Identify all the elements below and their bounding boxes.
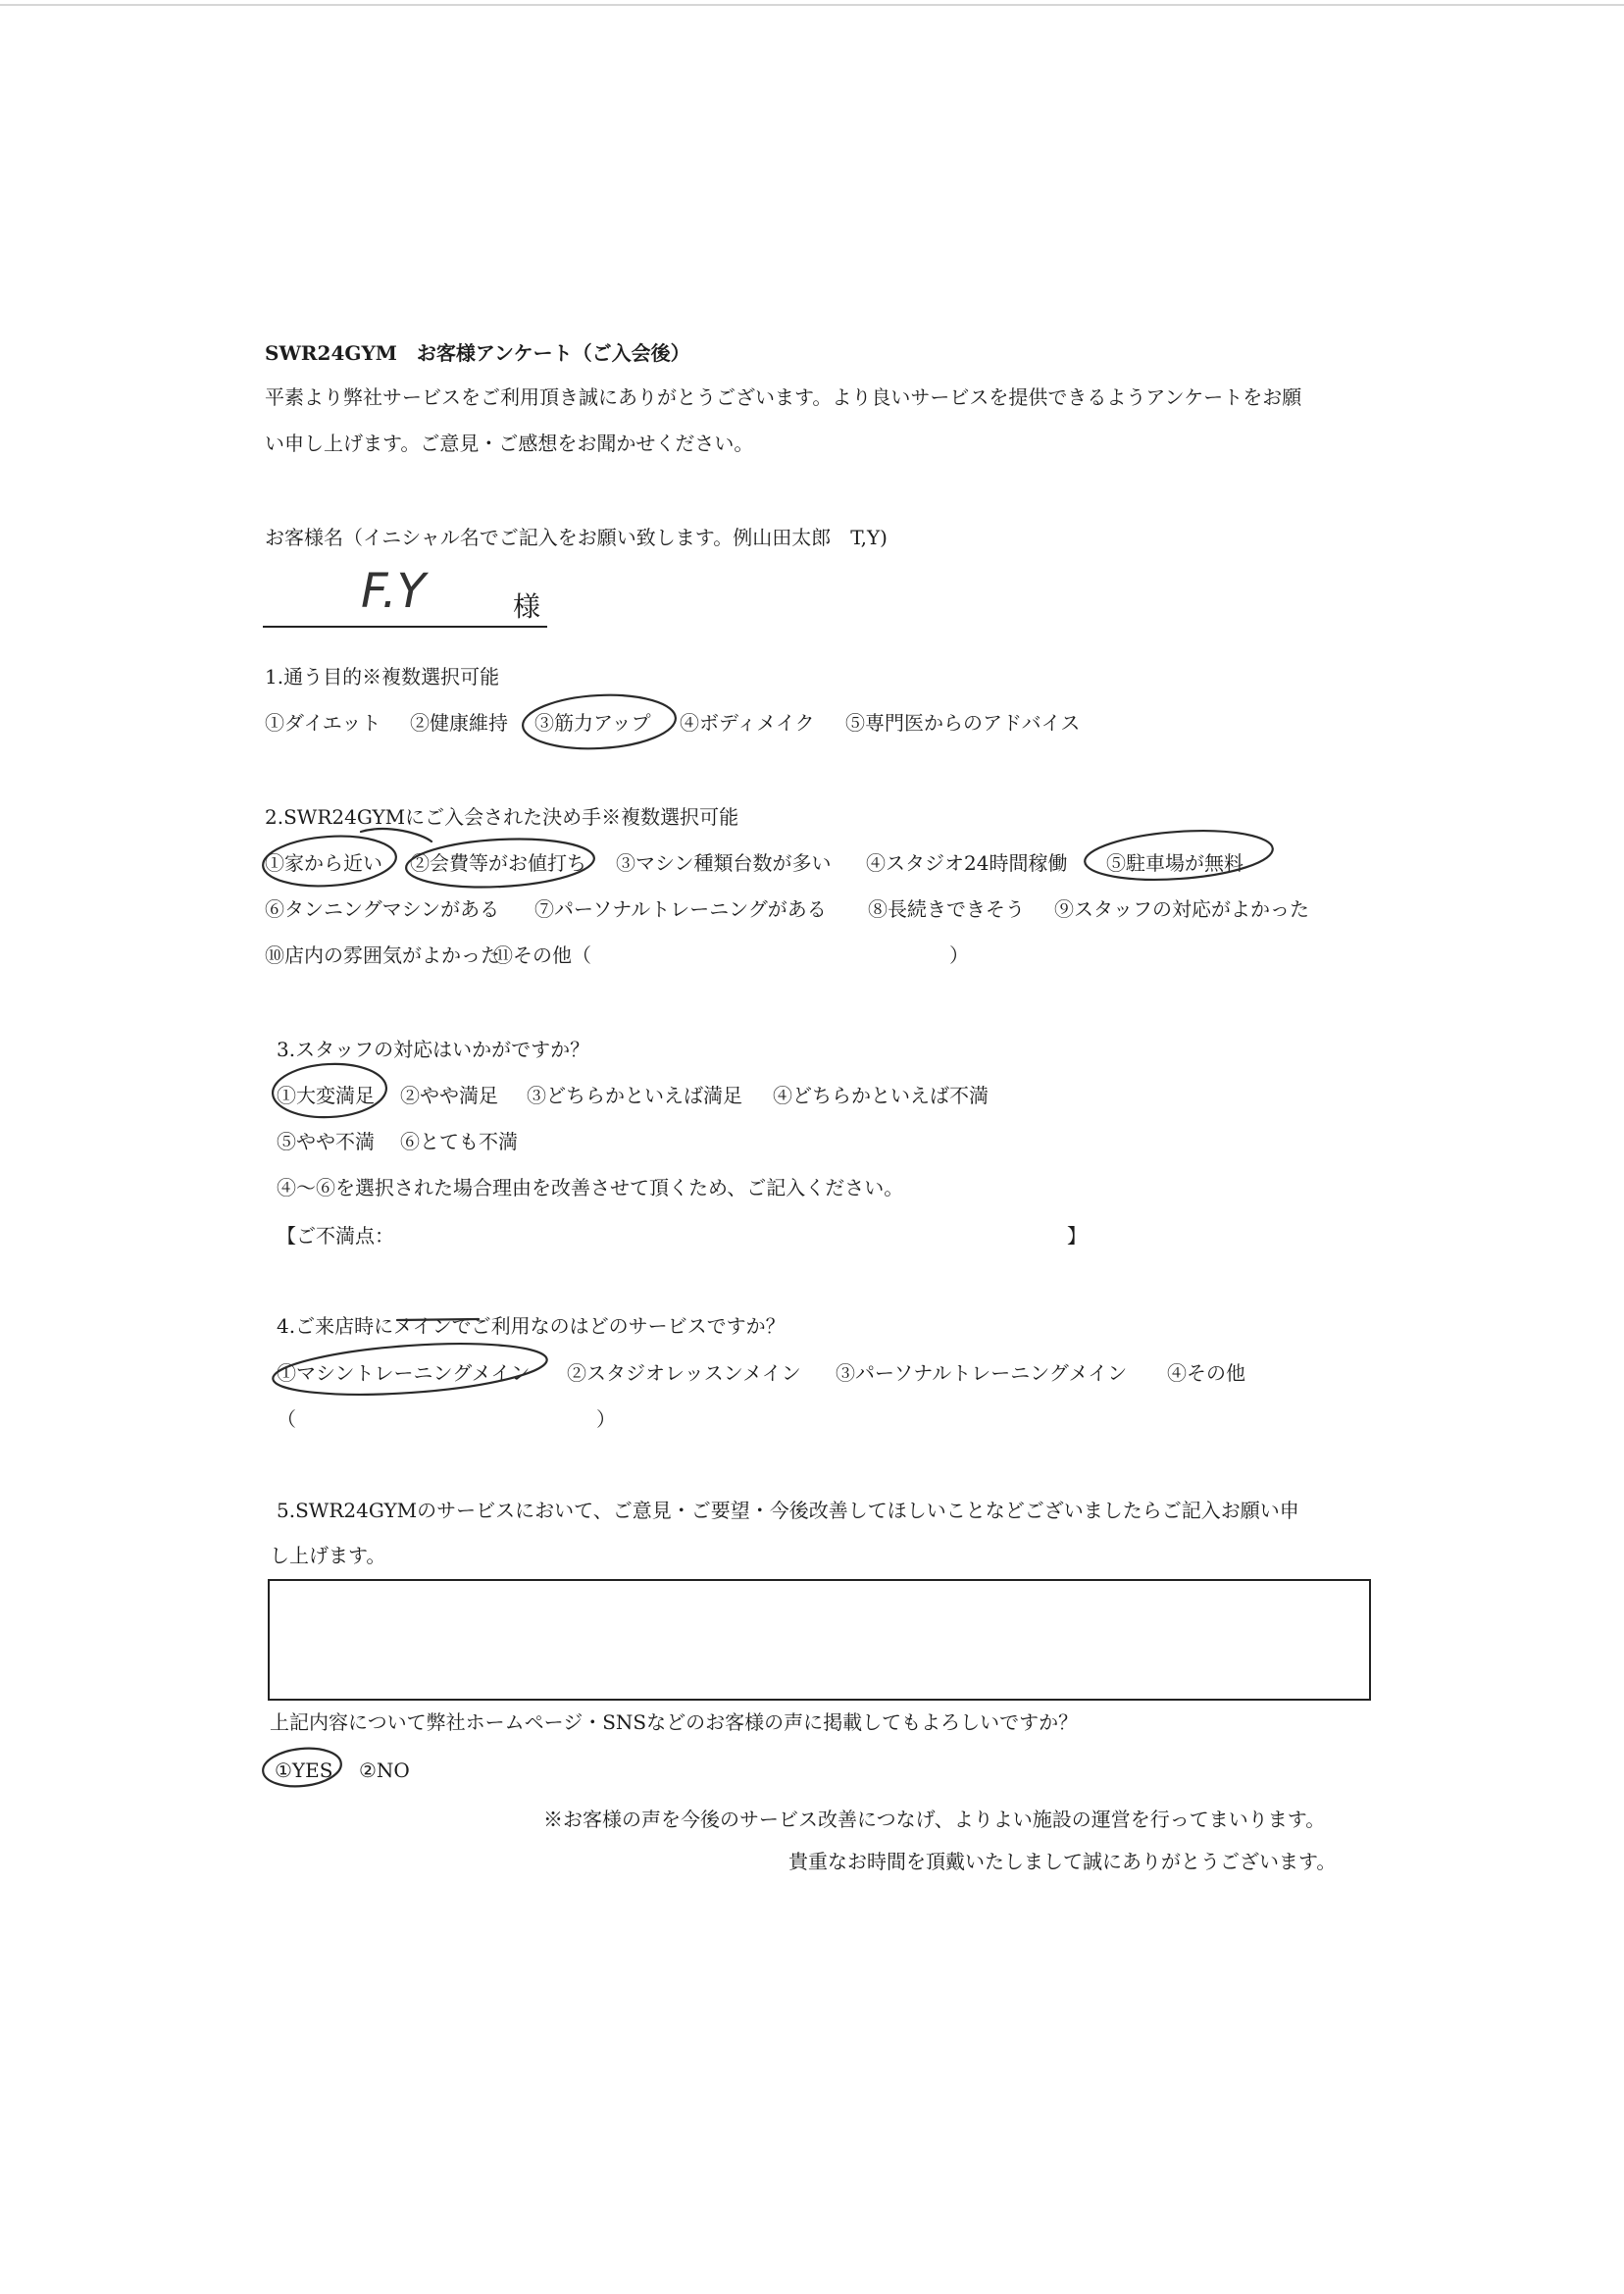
closing-line-1: ※お客様の声を今後のサービス改善につなげ、よりよい施設の運営を行ってまいります。 — [543, 1808, 1326, 1831]
q4-option-3[interactable]: ③パーソナルトレーニングメイン — [836, 1361, 1128, 1385]
q2-other-close: ） — [949, 943, 969, 967]
q4-option-1[interactable]: ①マシントレーニングメイン — [277, 1361, 531, 1385]
q2-option-1[interactable]: ①家から近い — [265, 851, 382, 875]
q1-option-1[interactable]: ①ダイエット — [265, 711, 381, 735]
q1-option-2[interactable]: ②健康維持 — [410, 711, 508, 735]
q2-option-7[interactable]: ⑦パーソナルトレーニングがある — [534, 897, 827, 921]
intro-line-1: 平素より弊社サービスをご利用頂き誠にありがとうございます。より良いサービスを提供できるようアンケートをお願 — [265, 385, 1302, 409]
intro-line-2: い申し上げます。ご意見・ご感想をお聞かせください。 — [265, 432, 754, 455]
q2-title: 2.SWR24GYMにご入会された決め手※複数選択可能 — [265, 805, 739, 829]
consent-no[interactable]: ②NO — [359, 1759, 410, 1782]
q5-answer-box[interactable] — [268, 1579, 1371, 1701]
closing-line-2: 貴重なお時間を頂戴いたしまして誠にありがとうございます。 — [788, 1850, 1337, 1873]
name-underline — [263, 626, 547, 628]
q1-option-5[interactable]: ⑤専門医からのアドバイス — [845, 711, 1081, 735]
q3-complaint-label: 【ご不満点： — [277, 1224, 394, 1248]
q2-option-9[interactable]: ⑨スタッフの対応がよかった — [1054, 897, 1309, 921]
q2-option-8[interactable]: ⑧長続きできそう — [868, 897, 1025, 921]
q3-option-5[interactable]: ⑤やや不満 — [277, 1130, 375, 1153]
consent-yes[interactable]: ①YES — [275, 1759, 333, 1782]
q2-option-3[interactable]: ③マシン種類台数が多い — [616, 851, 832, 875]
q3-option-2[interactable]: ②やや満足 — [400, 1084, 498, 1107]
form-title: SWR24GYM お客様アンケート（ご入会後） — [265, 341, 690, 365]
q3-title: 3.スタッフの対応はいかがですか？ — [277, 1038, 590, 1061]
q5-line-2: し上げます。 — [270, 1544, 386, 1567]
q4-other-close: ） — [596, 1407, 616, 1431]
q1-option-3[interactable]: ③筋力アップ — [534, 711, 651, 735]
q4-option-2[interactable]: ②スタジオレッスンメイン — [567, 1361, 801, 1385]
q3-option-6[interactable]: ⑥とても不満 — [400, 1130, 518, 1153]
q3-option-1[interactable]: ①大変満足 — [277, 1084, 375, 1107]
scan-top-edge — [0, 4, 1624, 6]
q3-complaint-close: 】 — [1067, 1224, 1087, 1248]
q2-option-10[interactable]: ⑩店内の雰囲気がよかった — [265, 943, 500, 967]
q5-line-1: 5.SWR24GYMのサービスにおいて、ご意見・ご要望・今後改善してほしいことなどございましたらご記入お願い申 — [277, 1499, 1299, 1522]
q3-note: ④～⑥を選択された場合理由を改善させて頂くため、ご記入ください。 — [277, 1176, 904, 1199]
q2-option-2[interactable]: ②会費等がお値打ち — [410, 851, 586, 875]
q4-other-open: （ — [277, 1407, 296, 1431]
name-label: お客様名（イニシャル名でご記入をお願い致します。例山田太郎 T,Y) — [265, 526, 888, 549]
q1-title: 1.通う目的※複数選択可能 — [265, 665, 500, 688]
q4-title: 4.ご来店時にメインでご利用なのはどのサービスですか？ — [277, 1314, 786, 1338]
consent-question: 上記内容について弊社ホームページ・SNSなどのお客様の声に掲載してもよろしいですか？ — [270, 1710, 1079, 1734]
name-honorific: 様 — [513, 590, 541, 623]
name-value[interactable]: F.Y — [361, 564, 426, 619]
q3-option-3[interactable]: ③どちらかといえば満足 — [527, 1084, 742, 1107]
q3-option-4[interactable]: ④どちらかといえば不満 — [773, 1084, 989, 1107]
q2-option-6[interactable]: ⑥タンニングマシンがある — [265, 897, 500, 921]
q2-option-4[interactable]: ④スタジオ24時間稼働 — [866, 851, 1068, 875]
q2-underline-stroke — [361, 829, 431, 841]
q1-option-4[interactable]: ④ボディメイク — [680, 711, 815, 735]
q2-option-11[interactable]: ⑪その他（ — [493, 943, 591, 967]
q4-option-4[interactable]: ④その他 — [1167, 1361, 1245, 1385]
q2-option-5[interactable]: ⑤駐車場が無料 — [1106, 851, 1243, 875]
